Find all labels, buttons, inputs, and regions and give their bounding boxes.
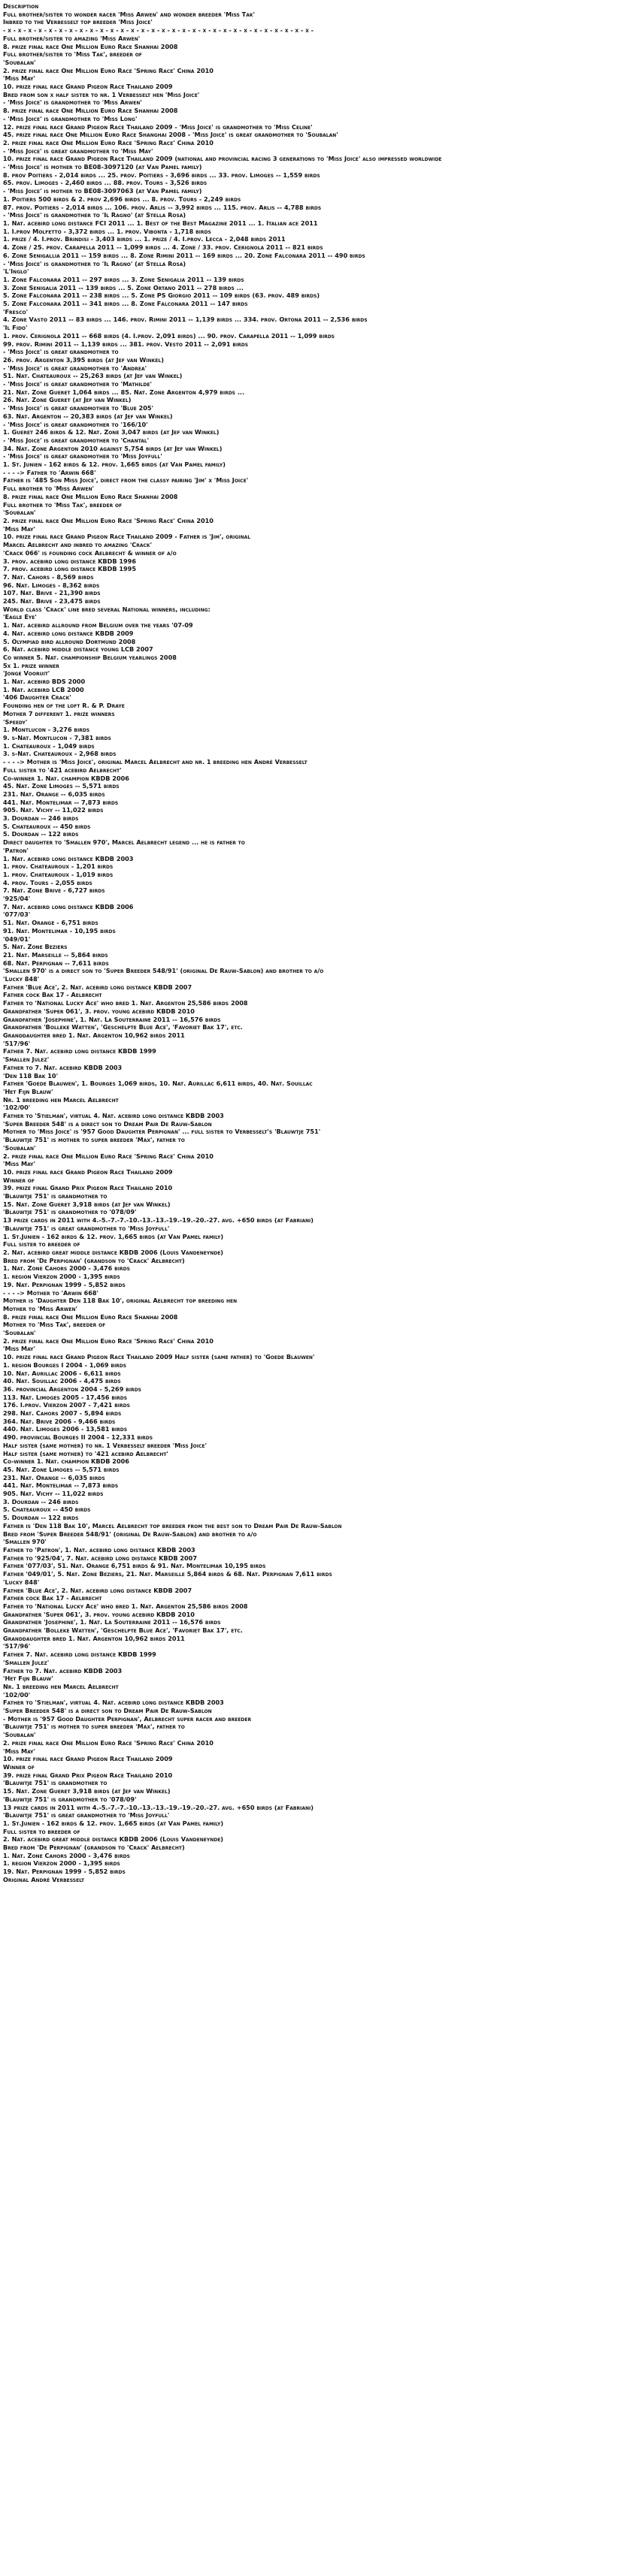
description-line: 7. Nat. acebird long distance KBDB 2006 [3, 902, 134, 911]
description-line: 1. Montlucon - 3,276 birds [3, 726, 90, 734]
description-line: 8. prize final race One Million Euro Race Shanhai 2008 [3, 492, 178, 500]
description-line: Winner of [3, 1176, 35, 1184]
description-line: - 'Miss Joice' is great grandmother to 'Blue 205' [3, 404, 153, 412]
description-line: 1. Poitiers 500 birds & 2. prov 2,696 birds ... 8. prov. Tours - 2,249 birds [3, 195, 241, 203]
description-line: Marcel Aelbrecht and inbred to amazing 'Crack' [3, 541, 153, 549]
description-line: 91. Nat. Montelimar - 10,195 birds [3, 926, 116, 935]
description-line: Granddaughter bred 1. Nat. Argenton 10,962 birds 2011 [3, 1031, 185, 1039]
description-line: 'Miss May' [3, 1747, 35, 1755]
description-line: 'Blauwtje 751' is grandmother to '078/09' [3, 1795, 137, 1803]
description-line: 'Patron' [3, 846, 29, 854]
description-line: 'L'Inglo' [3, 267, 29, 276]
description-line: Grandfather 'Bolleke Watten', 'Geschelpte Blue Ace', 'Favoriet Bak 17', etc. [3, 1023, 243, 1031]
description-line: Father 7. Nat. acebird long distance KBDB 1999 [3, 1047, 156, 1055]
description-line: 'Miss May' [3, 1160, 35, 1168]
description-line: 36. provincial Argenton 2004 - 5,269 birds [3, 1385, 141, 1393]
description-line: Grandfather 'Super 061', 3. prov. young acebird KBDB 2010 [3, 1007, 195, 1015]
description-line: - 'Miss Joice' is grandmother to 'Il Ragno' (at Stella Rosa) [3, 259, 186, 267]
description-line: 905. Nat. Vichy -- 11,022 birds [3, 806, 104, 814]
description-line: 7. prov. acebird long distance KBDB 1995 [3, 565, 136, 573]
description-line: World class 'Crack' line bred several National winners, including: [3, 605, 211, 613]
description-line: 2. prize final race One Million Euro Race 'Spring Race' China 2010 [3, 1738, 214, 1747]
description-line: 1. Zone Falconara 2011 -- 297 birds ... 3. Zone Senigalia 2011 -- 139 birds [3, 275, 244, 283]
description-line: - - - -> Mother is 'Miss Joice', original Marcel Aelbrecht and nr. 1 breeding hen André Verbesselt [3, 758, 307, 766]
description-line: '077/03' [3, 911, 31, 919]
description-line: 231. Nat. Orange -- 6,035 birds [3, 1473, 105, 1481]
description-line: 1. St. Junien - 162 birds & 12. prov. 1,665 birds (at Van Pamel family) [3, 461, 226, 469]
description-line: Bred from 'De Perpignan' (grandson to 'Crack' Aelbrecht) [3, 1256, 185, 1264]
description-line: '517/96' [3, 1642, 31, 1650]
description-line: Half sister (same mother) to '421 acebird Aelbrecht' [3, 1449, 168, 1457]
description-line: 2. prize final race One Million Euro Race 'Spring Race' China 2010 [3, 1152, 214, 1160]
description-line: 1. region Vierzon 2000 - 1,395 birds [3, 1859, 120, 1868]
description-line: 'Smallen 970' [3, 1538, 47, 1546]
description-line: 'Het Fijn Blauw' [3, 1087, 53, 1095]
description-line: Grandfather 'Super 061', 3. prov. young acebird KBDB 2010 [3, 1610, 195, 1618]
description-line: - 'Miss Joice' is mother to BE08-3097120 (at Van Pamel family) [3, 163, 202, 171]
description-line: - 'Miss Joice' is great grandmother to 'Mathilde' [3, 380, 152, 388]
description-line: 490. provincial Bourges II 2004 - 12,331 birds [3, 1433, 153, 1442]
description-line: Father '077/03', 51. Nat. Orange 6,751 birds & 91. Nat. Montelimar 10,195 birds [3, 1562, 266, 1570]
description-line: 'Miss May' [3, 74, 35, 83]
description-line: 'Smallen Julez' [3, 1658, 50, 1666]
description-line: - - - -> Mother to 'Arwin 668' [3, 1288, 99, 1297]
description-line: 'Blauwtje 751' is grandmother to [3, 1192, 108, 1200]
description-line: Full brother/sister to wonder racer 'Miss Arwen' and wonder breeder 'Miss Tak' [3, 10, 255, 18]
description-line: Father 'Blue Ace', 2. Nat. acebird long distance KBDB 2007 [3, 1586, 192, 1594]
description-line: - 'Miss Joice' is great grandmother to '166/10' [3, 420, 148, 428]
description-line: 364. Nat. Brive 2006 - 9,466 birds [3, 1417, 116, 1425]
description-line: Father to 'Stielman', virtual 4. Nat. acebird long distance KBDB 2003 [3, 1112, 224, 1120]
description-line: 1. Nat. acebird BDS 2000 [3, 678, 86, 686]
description-line: Mother 7 different 1. prize winners [3, 709, 115, 717]
description-line: 'Il Fido' [3, 324, 28, 332]
description-line: 51. Nat. Chateauroux -- 25,263 birds (at Jef van Winkel) [3, 372, 183, 380]
description-line: Father 'Blue Ace', 2. Nat. acebird long distance KBDB 2007 [3, 983, 192, 991]
description-line: 21. Nat. Zone Gueret 1,064 birds ... 85. Nat. Zone Argenton 4,979 birds ... [3, 388, 245, 396]
description-line: '406 Daughter Crack' [3, 693, 71, 702]
description-line: Grandfather 'Josephine', 1. Nat. La Souterraine 2011 -- 16,576 birds [3, 1015, 221, 1023]
description-line: 15. Nat. Zone Gueret 3,918 birds (at Jef van Winkel) [3, 1200, 171, 1208]
description-line: Father to 7. Nat. acebird KBDB 2003 [3, 1063, 123, 1071]
description-line: 12. prize final race Grand Pigeon Race Thailand 2009 - 'Miss Joice' is grandmother to 'Miss Celine' [3, 122, 313, 131]
description-line: 65. prov. Limoges - 2,460 birds ... 88. prov. Tours - 3,526 birds [3, 179, 208, 187]
description-line: 1. I.prov Molfetto - 3,372 birds ... 1. prov. Vibonta - 1,718 birds [3, 227, 211, 235]
description-line: 441. Nat. Montelimar -- 7,873 birds [3, 798, 119, 806]
description-line: 'Soubalan' [3, 58, 36, 66]
description-line: 'Blauwtje 751' is great grandmother to 'Miss Joyfull' [3, 1811, 170, 1820]
description-line: 'Eagle Eye' [3, 613, 37, 621]
description-line: 5. Zone Falconara 2011 -- 341 birds ... 8. Zone Falconara 2011 -- 147 birds [3, 300, 248, 308]
description-line: 5. Chateauroux -- 450 birds [3, 822, 91, 830]
description-line: Co winner 5. Nat. championship Belgium yearlings 2008 [3, 653, 177, 661]
description-line: 1. region Vierzon 2000 - 1,395 birds [3, 1273, 120, 1281]
description-line: Bred from 'De Perpignan' (grandson to 'Crack' Aelbrecht) [3, 1844, 185, 1852]
description-line: '517/96' [3, 1039, 31, 1047]
description-line: 10. prize final race Grand Pigeon Race Thailand 2009 Half sister (same father) to 'Goede Blauwen' [3, 1353, 315, 1361]
description-line: 1. St.Junien - 162 birds & 12. prov. 1,665 birds (at Van Pamel family) [3, 1232, 224, 1240]
description-line: Father 7. Nat. acebird long distance KBDB 1999 [3, 1650, 156, 1659]
description-line: - - - -> Father to 'Arwin 668' [3, 468, 96, 476]
description-line: 2. prize final race One Million Euro Race 'Spring Race' China 2010 [3, 66, 214, 74]
description-line: 'Soubalan' [3, 1329, 36, 1337]
description-line: 87. prov. Poitiers - 2,014 birds ... 106. prov. Arlis -- 3,992 birds ... 115. prov. Arlis -- 4,788 birds [3, 203, 322, 211]
description-line: Mother to 'Miss Tak', breeder of [3, 1321, 106, 1329]
description-line: 5. Dourdan -- 122 birds [3, 830, 79, 838]
description-line: 10. prize final race Grand Pigeon Race Thailand 2009 [3, 1167, 173, 1176]
description-line: - 'Miss Joice' is great grandmother to 'Miss Joyfull' [3, 452, 162, 461]
description-line: 2. prize final race One Million Euro Race 'Spring Race' China 2010 [3, 517, 214, 524]
description-line: 'Smallen Julez' [3, 1055, 50, 1064]
description-line: Half sister (same mother) to nr. 1 Verbesselt breeder 'Miss Joice' [3, 1441, 207, 1449]
description-line: Nr. 1 breeding hen Marcel Aelbrecht [3, 1095, 119, 1104]
description-line: Mother is 'Daughter Den 118 Bak 10', original Aelbrecht top breeding hen [3, 1297, 238, 1305]
description-line: 231. Nat. Orange -- 6,035 birds [3, 790, 105, 798]
description-line: 298. Nat. Cahors 2007 - 5,894 birds [3, 1409, 122, 1418]
description-line: Father to 'Stielman', virtual 4. Nat. acebird long distance KBDB 2003 [3, 1699, 224, 1707]
description-line: 'Lucky 848' [3, 975, 40, 983]
description-heading: Description [3, 2, 39, 10]
description-line: 19. Nat. Perpignan 1999 - 5,852 birds [3, 1868, 126, 1876]
description-line: 6. Zone Senigallia 2011 -- 159 birds ... 8. Zone Rimini 2011 -- 169 birds ... 20. Zone Falconara 2011 -- 490 birds [3, 251, 365, 259]
description-line: 4. Zone Vasto 2011 -- 83 birds ... 146. prov. Rimini 2011 -- 1,139 birds ... 334. prov. Ortona 2011 -- 2,536 birds [3, 316, 368, 324]
description-line: 3. Dourdan -- 246 birds [3, 1497, 79, 1505]
description-line: 107. Nat. Brive - 21,390 birds [3, 589, 101, 597]
description-line: 26. Nat. Zone Gueret (at Jef van Winkel) [3, 396, 132, 404]
description-line: 8. prize final race One Million Euro Race Shanhai 2008 [3, 42, 178, 50]
description-line: Father to 'National Lucky Ace' who bred 1. Nat. Argenton 25,586 birds 2008 [3, 1602, 248, 1610]
description-line: 5. Zone Falconara 2011 -- 238 birds ... 5. Zone PS Giorgio 2011 -- 109 birds (63. prov. 489 birds) [3, 291, 320, 300]
description-line: - 'Miss Joice' is great grandmother to 'Chantal' [3, 436, 150, 444]
description-line: 'Fresco' [3, 307, 29, 316]
description-line: 'Blauwtje 751' is grandmother to [3, 1779, 108, 1787]
description-line: - 'Miss Joice' is grandmother to 'Miss Arwen' [3, 98, 142, 107]
description-line: 4. Zone / 25. prov. Carapella 2011 -- 1,099 birds ... 4. Zone / 33. prov. Cerignola 2011 -- 821 birds [3, 243, 323, 252]
description-line: '102/00' [3, 1104, 31, 1112]
description-line: 1. Chateauroux - 1,049 birds [3, 741, 95, 750]
description-line: 1. prov. Chateauroux - 1,019 birds [3, 870, 114, 878]
description-line: Full brother/sister to 'Miss Tak', breeder of [3, 50, 142, 59]
description-line: - Mother is '957 Good Daughter Perpignan', Aelbrecht super racer and breeder [3, 1714, 252, 1723]
description-line: Grandfather 'Josephine', 1. Nat. La Souterraine 2011 -- 16,576 birds [3, 1618, 221, 1626]
description-line: '049/01' [3, 935, 31, 943]
description-line: 176. I.prov. Vierzon 2007 - 7,421 birds [3, 1401, 130, 1409]
description-line: - 'Miss Joice' is grandmother to 'Miss Long' [3, 114, 138, 122]
description-line: 5. Nat. Zone Beziers [3, 943, 68, 951]
description-line: 1. St.Junien - 162 birds & 12. prov. 1,665 birds (at Van Pamel family) [3, 1819, 224, 1827]
description-line: 1. Nat. Zone Cahors 2000 - 3,476 birds [3, 1851, 130, 1859]
description-line: 3. prov. acebird long distance KBDB 1996 [3, 557, 136, 565]
description-line: 99. prov. Rimini 2011 -- 1,139 birds ... 381. prov. Vesto 2011 -- 2,091 birds [3, 340, 249, 348]
description-line: 4. prov. Tours - 2,055 birds [3, 878, 92, 886]
description-line: 1. prov. Chateauroux - 1,201 birds [3, 862, 114, 871]
description-line: 'Miss May' [3, 1345, 35, 1353]
description-line: 'Super Breeder 548' is a direct son to Dream Pair De Rauw-Sablon [3, 1119, 212, 1128]
description-line: 1. prize / 4. I.prov. Brindisi - 3,403 birds ... 1. prize / 4. I.prov. Lecca - 2,048 birds 2011 [3, 235, 286, 243]
description-line: Father is '485 Son Miss Joice', direct from the classy pairing 'Jim' x 'Miss Joice' [3, 476, 249, 485]
description-line: '102/00' [3, 1690, 31, 1699]
description-line: Father to 7. Nat. acebird KBDB 2003 [3, 1666, 123, 1675]
description-line: Co-winner 1. Nat. champion KBDB 2006 [3, 1457, 129, 1466]
description-line: Bred from 'Super Breeder 548/91' (original De Rauw-Sablon) and brother to a/o [3, 1530, 257, 1538]
description-line: 21. Nat. Marseille -- 5,864 birds [3, 950, 108, 959]
description-line: 63. Nat. Argenton -- 20,383 birds (at Jef van Winkel) [3, 412, 173, 420]
description-line: 10. prize final race Grand Pigeon Race Thailand 2009 (national and provincial racing 3 generations to 'Miss Joice' also impressed worldwide [3, 155, 442, 163]
description-line: - 'Miss Joice' is great grandmother to [3, 348, 119, 356]
description-line: 'Jonge Vooruit' [3, 669, 50, 678]
description-line: 8. prize final race One Million Euro Race Shanhai 2008 [3, 107, 178, 115]
description-line: Father to '925/04', 7. Nat. acebird long distance KBDB 2007 [3, 1554, 197, 1562]
description-line: 9. s-Nat. Montlucon - 7,381 birds [3, 733, 111, 741]
description-line: - 'Miss Joice' is grandmother to 'Il Ragno' (at Stella Rosa) [3, 211, 186, 219]
description-line: Full sister to '421 acebird Aelbrecht' [3, 766, 122, 774]
description-line: Granddaughter bred 1. Nat. Argenton 10,962 birds 2011 [3, 1634, 185, 1642]
description-line: 'Speedy' [3, 717, 28, 726]
description-line: Bred from son x half sister to nr. 1 Verbesselt hen 'Miss Joice' [3, 90, 200, 98]
description-body [3, 11, 615, 1884]
description-line: Mother to 'Miss Joice' is '957 Good Daughter Perpignan' ... full sister to Verbesselt's 'Blauwtje 751' [3, 1128, 321, 1136]
description-line: - x - x - x - x - x - x - x - x - x - x - x - x - x - x - x - x - x - x - x - x - x - x - x - x - x - x - x - x - x - x - [3, 26, 314, 35]
description-line: 'Lucky 848' [3, 1578, 40, 1586]
description-line: 1. Nat. acebird long distance FCI 2011 ... 1. Best of the Best Magazine 2011 ... 1. Italian ace 2011 [3, 219, 318, 227]
description-line: 905. Nat. Vichy -- 11,022 birds [3, 1490, 104, 1498]
description-line: Winner of [3, 1762, 35, 1771]
description-line: Full brother to 'Miss Tak', breeder of [3, 500, 123, 509]
description-line: 26. prov. Argenton 3,395 birds (at Jef van Winkel) [3, 355, 164, 364]
description-line: 1. region Bourges I 2004 - 1,069 birds [3, 1360, 127, 1369]
description-line: Father 'Goede Blauwen', 1. Bourges 1,069 birds, 10. Nat. Aurillac 6,611 birds, 40. Nat. Souillac [3, 1080, 313, 1088]
description-line: Father cock Bak 17 - Aelbrecht [3, 991, 102, 999]
description-line: 19. Nat. Perpignan 1999 - 5,852 birds [3, 1280, 126, 1288]
description-line: 2. prize final race One Million Euro Race 'Spring Race' China 2010 [3, 138, 214, 146]
description-line: 5. Chateauroux -- 450 birds [3, 1505, 91, 1514]
description-line: 'Blauwtje 751' is mother to super breeder 'Max', father to [3, 1723, 185, 1731]
description-line: 10. Nat. Aurillac 2006 - 6,611 birds [3, 1369, 121, 1377]
description-line: 8. prov Poitiers - 2,014 birds ... 25. prov. Poitiers - 3,696 birds ... 33. prov. Limoges -- 1,559 birds [3, 171, 320, 179]
description-line: 'Smallen 970' is a direct son to 'Super Breeder 548/91' (original De Rauw-Sablon) and brother to a/o [3, 967, 324, 975]
description-line: 5. Dourdan -- 122 birds [3, 1514, 79, 1522]
description-line: 'Super Breeder 548' is a direct son to Dream Pair De Rauw-Sablon [3, 1707, 212, 1715]
description-line: 245. Nat. Brive - 23,475 birds [3, 597, 101, 605]
description-line: 13 prize cards in 2011 with 4.-5.-7.-7.-10.-13.-13.-19.-19.-20.-27. avg. +650 birds (at Fabriani) [3, 1216, 314, 1225]
description-line: Father to 'Patron', 1. Nat. acebird long distance KBDB 2003 [3, 1546, 195, 1554]
description-line: 51. Nat. Orange - 6,751 birds [3, 919, 98, 927]
description-line: Full sister to breeder of [3, 1240, 80, 1249]
description-line: - 'Miss Joice' is great grandmother to 'Miss May' [3, 146, 153, 155]
description-line: 'Het Fijn Blauw' [3, 1675, 53, 1683]
description-line: 113. Nat. Limoges 2005 - 17,456 birds [3, 1393, 128, 1401]
description-line: 96. Nat. Limoges - 8,362 birds [3, 581, 100, 589]
description-line: 45. prize final race One Million Euro Race Shanghai 2008 - 'Miss Joice' is great grandmother to 'Soubalan' [3, 131, 338, 139]
description-line: 8. prize final race One Million Euro Race Shanhai 2008 [3, 1312, 178, 1321]
description-line: 'Blauwtje 751' is grandmother to '078/09' [3, 1208, 137, 1216]
description-line: 10. prize final race Grand Pigeon Race Thailand 2009 [3, 83, 173, 91]
description-line: 6. Nat. acebird middle distance young LCB 2007 [3, 645, 153, 654]
description-line: 5x 1. prize winner [3, 661, 59, 669]
description-line: 68. Nat. Perpignan -- 7,611 birds [3, 959, 109, 967]
description-line: Co-winner 1. Nat. champion KBDB 2006 [3, 774, 129, 782]
description-line: 'Soubalan' [3, 509, 36, 517]
description-line: - 'Miss Joice' is mother to BE08-3097063 (at Van Pamel family) [3, 187, 202, 195]
description-line: 'Soubalan' [3, 1143, 36, 1152]
description-line: 440. Nat. Limoges 2006 - 13,581 birds [3, 1425, 128, 1433]
description-line: Original André Verbesselt [3, 1875, 85, 1883]
description-line: Father cock Bak 17 - Aelbrecht [3, 1594, 102, 1602]
description-line: 34. Nat. Zone Argenton 2010 against 5,754 birds (at Jef van Winkel) [3, 444, 223, 452]
description-line: 13 prize cards in 2011 with 4.-5.-7.-7.-10.-13.-13.-19.-19.-20.-27. avg. +650 birds (at Fabriani) [3, 1803, 314, 1811]
description-line: Father '049/01', 5. Nat. Zone Beziers, 21. Nat. Marseille 5,864 birds & 68. Nat. Perpignan 7,611 birds [3, 1570, 332, 1578]
description-line: 3. Zone Senigalia 2011 -- 139 birds ... 5. Zone Ortano 2011 -- 278 birds ... [3, 283, 244, 291]
description-line: 1. Nat. acebird long distance KBDB 2003 [3, 854, 134, 862]
description-line: Mother to 'Miss Arwen' [3, 1304, 78, 1312]
description-line: 1. Gueret 246 birds & 12. Nat. Zone 3,047 birds (at Jef van Winkel) [3, 428, 220, 436]
description-line: 40. Nat. Souillac 2006 - 4,475 birds [3, 1377, 121, 1385]
description-line: Full sister to breeder of [3, 1827, 80, 1835]
description-line: Full brother to 'Miss Arwen' [3, 485, 95, 493]
description-line: 2. prize final race One Million Euro Race 'Spring Race' China 2010 [3, 1336, 214, 1345]
description-line: 1. Nat. acebird LCB 2000 [3, 685, 84, 693]
description-line: 39. prize final Grand Prix Pigeon Race Thailand 2010 [3, 1184, 173, 1192]
description-line: Father is 'Den 118 Bak 10', Marcel Aelbrecht top breeder from the best son to Dream Pair De Rauw-Sablon [3, 1521, 342, 1530]
description-line: 45. Nat. Zone Limoges -- 5,571 birds [3, 782, 120, 790]
description-line: 5. Olympiad bird allround Dortmund 2008 [3, 637, 136, 645]
description-line: 'Den 118 Bak 10' [3, 1071, 59, 1080]
description-line: 'Crack 066' is founding cock Aelbrecht & winner of a/o [3, 548, 177, 557]
description-line: Founding hen of the loft R. & P. Draye [3, 702, 125, 710]
description-line: Full brother/sister to amazing 'Miss Arwen' [3, 34, 141, 42]
description-line: 'Miss May' [3, 524, 35, 533]
description-line: 45. Nat. Zone Limoges -- 5,571 birds [3, 1465, 120, 1473]
description-line: 3. Dourdan -- 246 birds [3, 814, 79, 823]
description-line: 10. prize final race Grand Pigeon Race Thailand 2009 [3, 1755, 173, 1763]
description-line: 10. prize final race Grand Pigeon Race Thailand 2009 - Father is 'Jim', original [3, 533, 251, 541]
description-line: 1. Nat. acebird allround from Belgium over the years '07-09 [3, 621, 193, 630]
description-line: Nr. 1 breeding hen Marcel Aelbrecht [3, 1682, 119, 1690]
description-line: 2. Nat. acebird great middle distance KBDB 2006 (Louis Vandeneynde) [3, 1248, 224, 1256]
description-line: Father to 'National Lucky Ace' who bred 1. Nat. Argenton 25,586 birds 2008 [3, 999, 248, 1007]
description-line: 'Soubalan' [3, 1731, 36, 1739]
description-line: 'Blauwtje 751' is mother to super breeder 'Max', father to [3, 1136, 185, 1144]
description-line: '925/04' [3, 895, 31, 903]
description-line: 3. s-Nat. Chateauroux - 2,968 birds [3, 750, 117, 758]
description-line: 1. Nat. Zone Cahors 2000 - 3,476 birds [3, 1264, 130, 1273]
description-line: - 'Miss Joice' is great grandmother to 'Andrea' [3, 364, 147, 372]
description-line: Direct daughter to 'Smallen 970', Marcel Aelbrecht legend ... he is father to [3, 838, 245, 847]
description-line: 15. Nat. Zone Gueret 3,918 birds (at Jef van Winkel) [3, 1787, 171, 1795]
description-line: 441. Nat. Montelimar -- 7,873 birds [3, 1481, 119, 1490]
description-line: 'Blauwtje 751' is great grandmother to 'Miss Joyfull' [3, 1224, 170, 1232]
description-line: 7. Nat. Cahors - 8,569 birds [3, 572, 94, 581]
description-line: 2. Nat. acebird great middle distance KBDB 2006 (Louis Vandeneynde) [3, 1835, 224, 1844]
description-line: 39. prize final Grand Prix Pigeon Race Thailand 2010 [3, 1771, 173, 1779]
description-line: 4. Nat. acebird long distance KBDB 2009 [3, 629, 134, 637]
description-line: 1. prov. Cerignola 2011 -- 668 birds (4. I.prov. 2,091 birds) ... 90. prov. Carapella 2011 -- 1,099 birds [3, 331, 335, 340]
description-line: Inbred to the Verbesselt top breeder 'Miss Joice' [3, 18, 153, 26]
description-line: Grandfather 'Bolleke Watten', 'Geschelpte Blue Ace', 'Favoriet Bak 17', etc. [3, 1626, 243, 1635]
description-line: 7. Nat. Zone Brive - 6,727 birds [3, 886, 105, 895]
